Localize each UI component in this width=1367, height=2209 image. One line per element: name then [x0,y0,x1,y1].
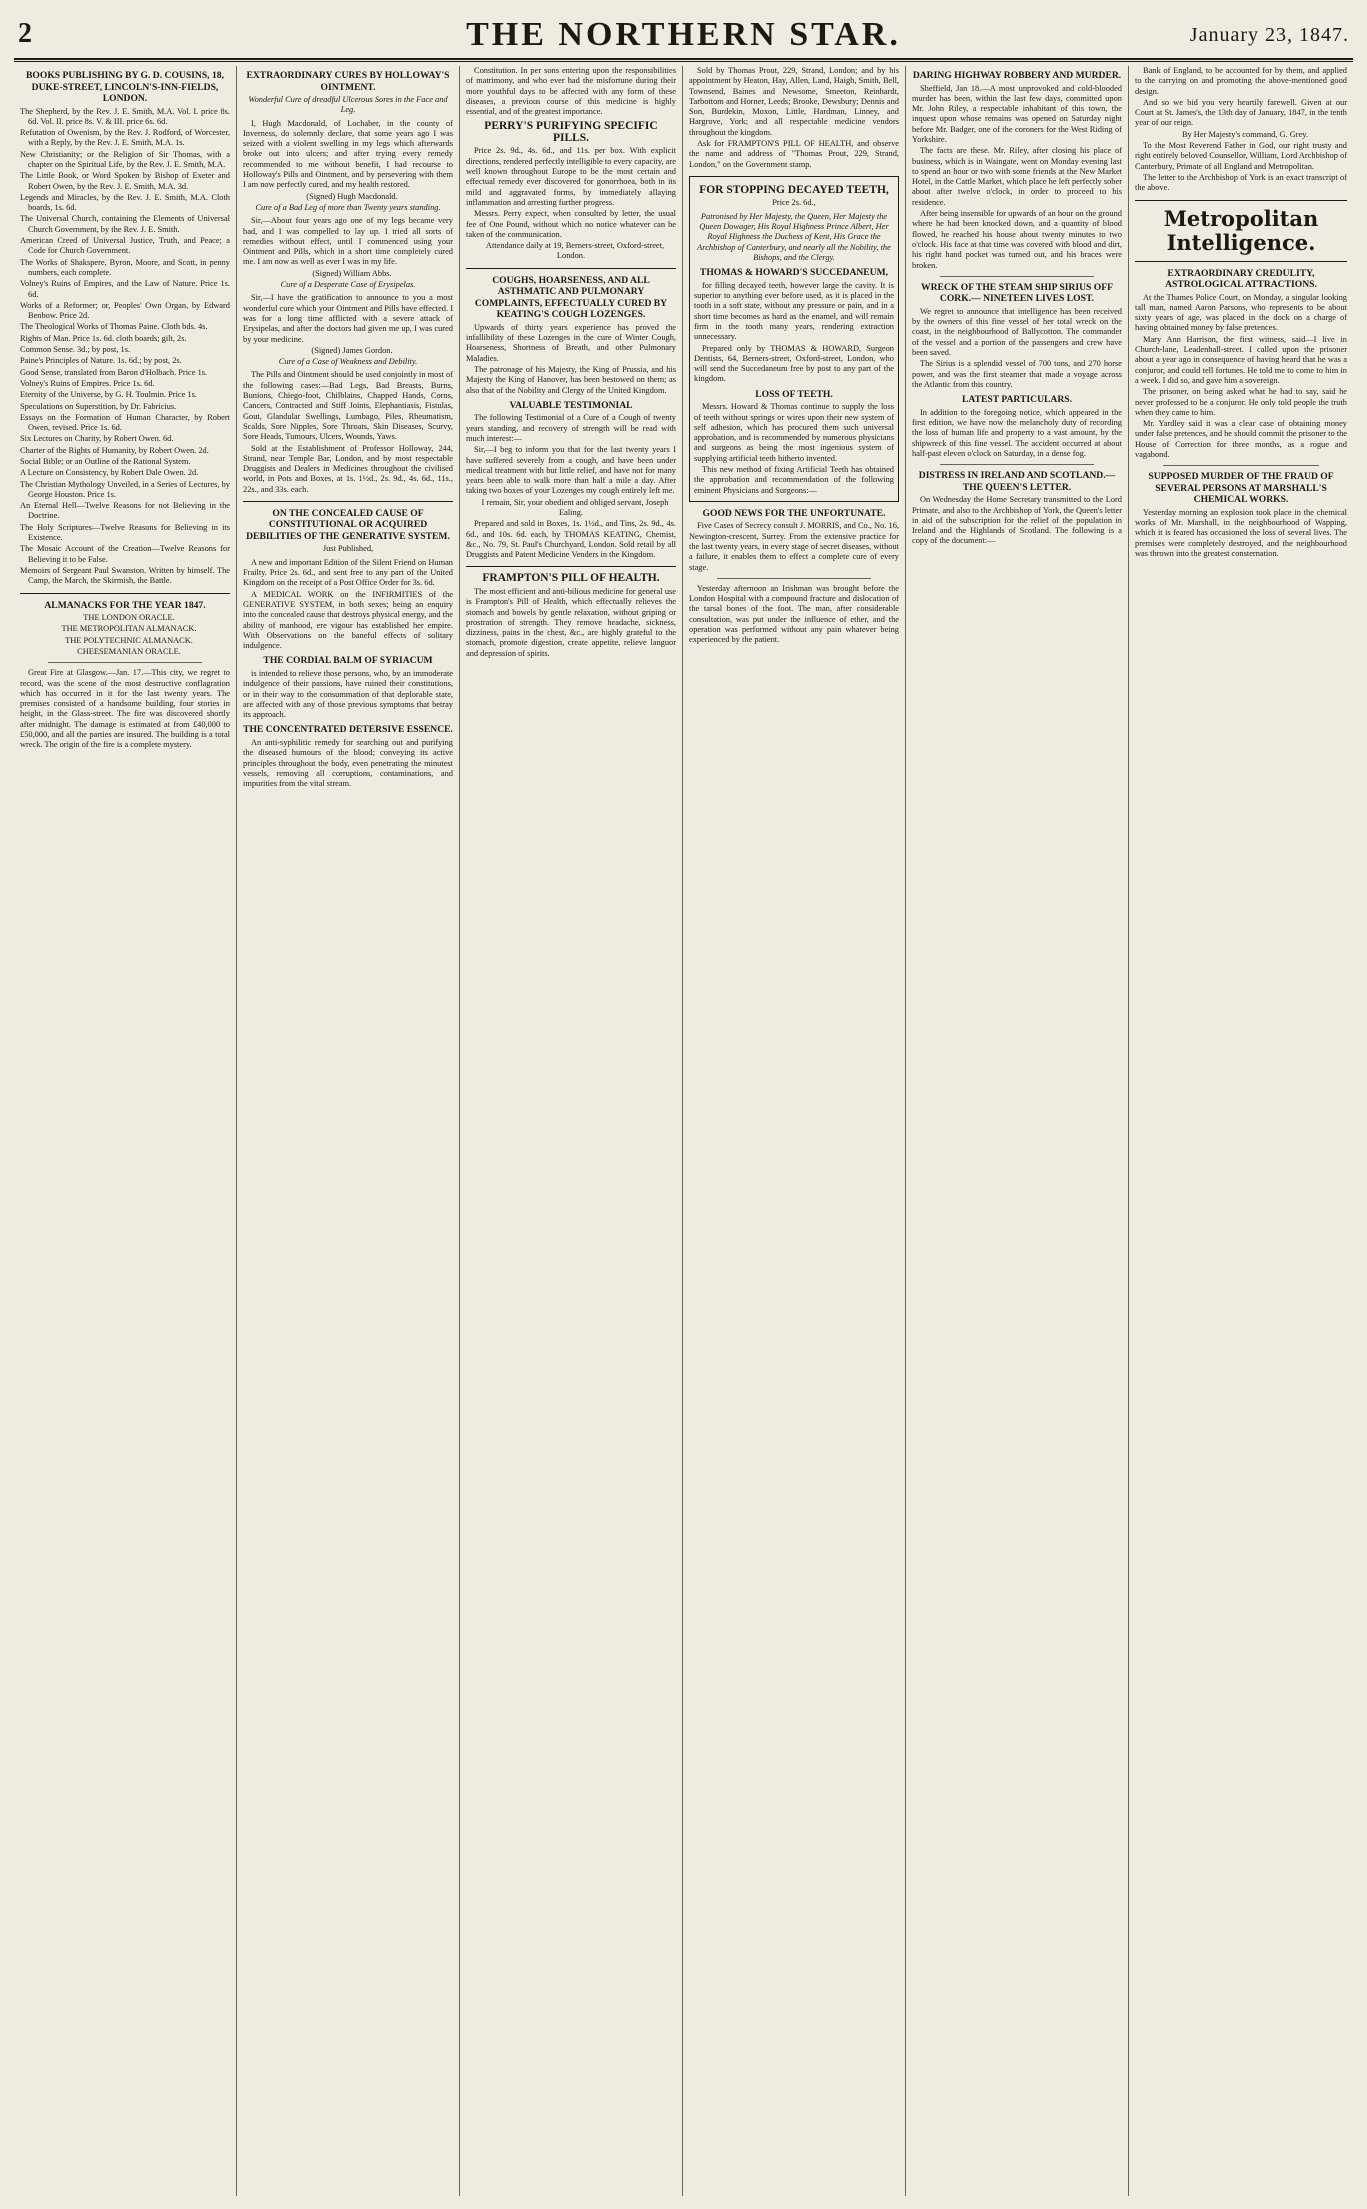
testimonial-subhead: Cure of a Desperate Case of Erysipelas. [280,280,416,290]
debility-heading: ON THE CONCEALED CAUSE OF CONSTITUTIONAL OR ACQUIRED DEBILITIES OF THE GENERATIVE SYSTEM. [246,507,450,542]
succedaneum-address: Prepared only by THOMAS & HOWARD, Surgeon Dentists, 64, Berners-street, Oxford-street, London, who will send the Succedaneum free by post to any part of the kingdom. [694,343,894,384]
divider [1135,261,1347,262]
divider [717,578,871,579]
books-ad-item: Memoirs of Sergeant Paul Swanston. Written by himself. The Camp, the March, the Skirmish, the Battle. [20,565,230,586]
books-ad-item: Volney's Ruins of Empires, and the Law of Nature. Price 1s. 6d. [20,279,230,299]
almanac-item: THE LONDON ORACLE. [83,613,175,623]
books-ad-item: A Lecture on Consistency, by Robert Dale Owen. 2d. [20,468,199,478]
wreck-body: We regret to announce that intelligence has been received by the owners of this fine vessel of her total wreck on the coast, in the neighbourhood of Ballycotton. The commander of the vessel and a portion of the passengers and crew have been saved. [912,306,1122,358]
teeth-heading: FOR STOPPING DECAYED TEETH, [699,183,889,196]
perry-address: Attendance daily at 19, Berners-street, Oxford-street, London. [485,241,665,261]
wreck-body: The Sirius is a splendid vessel of 700 tons, and 270 horse power, and was the first steamer that made a voyage across the Atlantic from this country. [912,359,1122,389]
credulity-body: Mary Ann Harrison, the first witness, said—I live in Church-lane, Leadenhall-street. I called upon the prisoner about a year ago in consequence of having heard that he was a conjuror, and could tell fortunes. He told me to come to him in a week. I did so, and gave him a sovereign. [1135,334,1347,385]
books-ad-item: The Works of Shakspere, Byron, Moore, and Scott, in penny numbers, each complete. [20,257,230,277]
books-ad-item: Social Bible; or an Outline of the Rational System. [20,457,191,466]
perry-pills-heading: PERRY'S PURIFYING SPECIFIC PILLS. [484,120,658,144]
cordial-balm-body: is intended to relieve those persons, who, by an immoderate indulgence of their passions, have ruined their constitutions, or in their way to the consummation of that deplorable state, are affected with any of those previous symptoms that betray its approach. [243,668,453,720]
holloway-notice: Sold at the Establishment of Professor Holloway, 244, Strand, near Temple Bar, London, and by most respectable Druggists and Dealers in Medicines throughout the civilised world, in Pots and Boxes, at 1s. 1½d., 2s. 9d., 4s. 6d., 11s., 22s., and 33s. each. [243,443,453,494]
credulity-body: Mr. Yardley said it was a clear case of obtaining money under false pretences, and he should commit the prisoner to the House of Correction for three months, as a rogue and vagabond. [1135,419,1347,460]
divider [20,593,230,594]
newspaper-title: THE NORTHERN STAR. [466,16,901,53]
divider [466,268,676,269]
distress-heading: DISTRESS IN IRELAND AND SCOTLAND.—THE QUEEN'S LETTER. [918,470,1116,493]
books-ad-item: Volney's Ruins of Empires. Price 1s. 6d. [20,378,155,388]
keating-patronage: The patronage of his Majesty, the King of Prussia, and his Majesty the King of Hanover, has been bestowed on them; as also that of the Nobility and Clergy of the United Kingdom. [466,364,676,395]
testimonial-signature: (Signed) James Gordon. [311,345,393,355]
books-ad-item: The Holy Scriptures—Twelve Reasons for Believing in its Existence. [20,522,230,543]
keating-body: Upwards of thirty years experience has proved the infallibility of these Lozenges in the cure of Winter Cough, Hoarseness, Shortness of Breath, and other Pulmonary Maladies. [466,322,676,363]
silent-friend-notice: A new and important Edition of the Silent Friend on Human Frailty. Price 2s. 6d., and sent free to any part of the United Kingdom on the receipt of a Post Office Order for 3s. 6d. [243,557,453,588]
holloway-heading: EXTRAORDINARY CURES BY HOLLOWAY'S OINTMENT. [246,70,450,93]
testimonial-subhead: Cure of a Bad Leg of more than Twenty years standing. [255,202,441,212]
keating-sale-notice: Prepared and sold in Boxes, 1s. 1½d., and Tins, 2s. 9d., 4s. 6d., and 10s. 6d. each, by THOMAS KEATING, Chemist, &c., No. 79, St. Paul's Churchyard, London. Sold retail by all Druggists and Patent Medicine Venders in the Kingdom. [466,519,676,560]
murder-heading: DARING HIGHWAY ROBBERY AND MURDER. [912,70,1122,81]
masthead [14,10,1353,60]
books-ad-item: Eternity of the Universe, by G. H. Toulmin. Price 1s. [20,390,197,400]
murder-body: The facts are these. Mr. Riley, after closing his place of business, which is in Waingate, went on Monday evening last to spend an hour or two with some friends at the New Market Hotel, in the Cattle Market, which place he left perfectly sober about after twelve o'clock, in order to proceed to his residence. [912,146,1122,207]
medical-work-body: A MEDICAL WORK on the INFIRMITIES of the GENERATIVE SYSTEM, in both sexes; being an enquiry into the concealed cause that destroys physical energy, and the ability of manhood, ere vigour has established her empire. With Observations on the baneful effects of solitary indulgence. [243,589,453,651]
frampton-notice: Ask for FRAMPTON'S PILL OF HEALTH, and observe the name and address of "Thomas Prout, 229, Strand, London," on the Government stamp. [689,139,899,169]
queens-letter-signature: By Her Majesty's command, G. Grey. [1181,129,1309,139]
queens-letter-text: And so we bid you very heartily farewell. Given at our Court at St. James's, the 13th day of January, 1847, in the tenth year of our reign. [1135,97,1347,128]
murder-body: Sheffield, Jan 18.—A most unprovoked and cold-blooded murder has been, within the last few days, committed upon Mr. John Riley, a respectable inhabitant of this town, the inquest upon whose remains was opened on Saturday night before Mr. Badger, one of the coroners for the West Riding of Yorkshire. [912,83,1122,144]
explosion-heading: SUPPOSED MURDER OF THE FRAUD OF SEVERAL PERSONS AT MARSHALL'S CHEMICAL WORKS. [1148,471,1334,506]
column-6 [1129,66,1353,2196]
books-ad-item: Speculations on Superstition, by Dr. Fabricius. [20,401,177,411]
perry-pills-body: Price 2s. 9d., 4s. 6d., and 11s. per box. With explicit directions, rendered perfectly intelligible to every capacity, are well known throughout Europe to be the most certain and effectual remedy ever discovered for gonorrhoea, both in its mild and aggravated forms, by immediately allaying inflammation and arresting further progress. [466,146,676,207]
detersive-essence-body: An anti-syphilitic remedy for searching out and purifying the diseased humours of the blood; conveying its active principles throughout the body, even penetrating the minutest vessels, removing all corruptions, contaminations, and impurities from the vital stream. [243,737,453,789]
divider [1163,465,1319,466]
divider [243,501,453,502]
issue-date: January 23, 1847. [1189,24,1349,46]
loss-of-teeth-approval: This new method of fixing Artificial Teeth has obtained the approbation and recommendation of the following eminent Physicians and Surgeons:— [694,465,894,495]
wreck-details: In addition to the foregoing notice, which appeared in the first edition, we have now the melancholy duty of recording the loss of human life and property to a vast amount, by the shipwreck of this fine vessel. The accident occurred at about half-past eleven o'clock on Saturday, in a dense fog. [912,407,1122,458]
frampton-body: The most efficient and anti-bilious medicine for general use is Frampton's Pill of Health, which effectually relieves the stomach and bowels by gentle relaxation, without griping or prostration of strength. They remove headache, sickness, dizziness, pains in the chest, &c., are highly grateful to the stomach, promote digestion, create appetite, relieve languor and depression of spirits. [466,586,676,658]
credulity-body: At the Thames Police Court, on Monday, a singular looking tall man, named Aaron Parsons, who represents to be about sixty years of age, was placed in the dock on a charge of having obtained money by false pretences. [1135,292,1347,333]
almanac-item: THE POLYTECHNIC ALMANACK. [65,635,193,645]
books-ad-item: The Universal Church, containing the Elements of Universal Church Government, by the Rev. J. E. Smith. [20,214,230,234]
hospital-report: Yesterday afternoon an Irishman was brought before the London Hospital with a compound fracture and dislocation of the tarsal bones of the foot. The man, after considerable consultation, was put under the influence of ether, and the operation was performed without any pain whatever being experienced by the patient. [689,583,899,645]
queens-letter-text: Bank of England, to be accounted for by them, and applied to the carrying on and promoting the above-mentioned good design. [1135,66,1347,96]
books-ad-item: The Christian Mythology Unveiled, in a Series of Lectures, by George Houston. Price 1s. [20,479,230,499]
columns [14,66,1353,2196]
succedaneum-body: for filling decayed teeth, however large the cavity. It is superior to anything ever before used, as it is placed in the tooth in a soft state, without any pressure or pain, and in a short time becomes as hard as the enamel, and will remain firm in the tooth many years, rendering extraction unnecessary. [694,280,894,342]
books-ad-item: Works of a Reformer; or, Peoples' Own Organ, by Edward Benbow. Price 2d. [20,300,230,321]
books-ad-item: Essays on the Formation of Human Character, by Robert Owen, revised. Price 1s. 6d. [20,412,230,433]
almanac-item: CHEESEMANIAN ORACLE. [77,646,181,656]
testimonial-signature: (Signed) Hugh Macdonald. [306,191,398,201]
cordial-balm-heading: THE CORDIAL BALM OF SYRIACUM [263,655,433,667]
perry-fee-notice: Messrs. Perry expect, when consulted by letter, the usual fee of One Pound, without which no notice whatever can be taken of the communication. [466,209,676,239]
testimonial-subhead: Wonderful Cure of dreadful Ulcerous Sores in the Face and Leg. [248,95,448,115]
distress-body: On Wednesday the Home Secretary transmitted to the Lord Primate, and also to the Archbishop of York, the Queen's letter in aid of the subscription for the relief of the population in Ireland and the Highlands of Scotland. The following is a copy of the document:— [912,495,1122,546]
explosion-body: Yesterday morning an explosion took place in the chemical works of Mr. Marshall, in the neighbourhood of Wapping, which it is feared has occasioned the loss of several lives. The premises were completely destroyed, and the neighbourhood was thrown into the greatest consternation. [1135,507,1347,558]
books-ad-item: An Eternal Hell—Twelve Reasons for not Believing in the Doctrine. [20,501,230,521]
books-ad-item: The Mosaic Account of the Creation—Twelve Reasons for Believing it to be False. [20,544,230,564]
murder-body: After being insensible for upwards of an hour on the ground where he had been knocked down, and a quantity of blood flowed, he reached his house about twenty minutes to two o'clock. His face at that time was covered with blood and dirt, his right hand pocket was turned out, and his braces were broken. [912,209,1122,270]
books-ad-item: Rights of Man. Price 1s. 6d. cloth boards; gilt, 2s. [20,333,187,343]
teeth-patrons: Patronised by Her Majesty, the Queen, Her Majesty the Queen Dowager, His Royal Highness Prince Albert, Her Royal Highness the Duchess of Kent, His Grace the Archbishop of Canterbury, and nearly all the Nobility, the Bishops, and the Clergy. [697,211,891,262]
testimonial-heading: VALUABLE TESTIMONIAL [509,399,633,411]
testimonial-subhead: Cure of a Case of Weakness and Debility. [278,357,418,367]
books-ad-item: Good Sense, translated from Baron d'Holbach. Price 1s. [20,367,208,377]
books-ad-item: The Shepherd, by the Rev. J. E. Smith, M.A. Vol. I. price 8s. 6d. Vol. II. price 8s. V. & III. price 6s. 6d. [20,106,230,126]
books-ad-item: Refutation of Owenism, by the Rev. J. Rodford, of Worcester, with a Reply, by the Rev. J. E. Smith, M.A. 1s. [20,128,230,148]
latest-particulars-heading: LATEST PARTICULARS. [961,394,1073,406]
keating-heading: COUGHS, HOARSENESS, AND ALL ASTHMATIC AND PULMONARY COMPLAINTS, EFFECTUALLY CURED BY KEATING'S COUGH LOZENGES. [474,274,668,321]
ailments-list: The Pills and Ointment should be used conjointly in most of the following cases:—Bad Legs, Bad Breasts, Burns, Bunions, Chiego-foot, Chilblains, Chapped Hands, Corns, Cancers, Contracted and Stiff Joints, Elephantiasis, Fistulas, Gout, Glandular Swellings, Lumbago, Piles, Rheumatism, Scalds, Sore Nipples, Sore Throats, Skin Diseases, Scurvy, Sore Heads, Tumours, Ulcers, Wounds, Yaws. [243,370,453,442]
testimonial-body: Sir,—I have the gratification to announce to you a most wonderful cure which your Ointment and Pills have effected. I was for a long time afflicted with a severe attack of Erysipelas, and after the doctors had given me up, I was cured by your medicine. [243,293,453,344]
books-ad-item: Common Sense. 3d.; by post, 1s. [20,345,131,355]
almanac-item: THE METROPOLITAN ALMANACK. [61,624,197,634]
teeth-price: Price 2s. 6d., [772,198,816,208]
divider [48,662,202,663]
books-ad-item: Legends and Miracles, by the Rev. J. E. Smith, M.A. Cloth boards, 1s. 6d. [20,192,230,213]
good-news-heading: GOOD NEWS FOR THE UNFORTUNATE. [702,507,886,519]
testimonial-letter: Sir,—I beg to inform you that for the last twenty years I have suffered severely from a cough, and have been under medical treatment with but little relief, and have not for many years been able to walk more than half a mile a day. After taking two boxes of your Lozenges my cough entirely left me. [466,445,676,496]
masthead-rule [14,61,1353,62]
queens-letter-note: The letter to the Archbishop of York is an exact transcript of the above. [1135,172,1347,193]
column-5 [906,66,1129,2196]
wreck-heading: WRECK OF THE STEAM SHIP SIRIUS OFF CORK.— NINETEEN LIVES LOST. [921,281,1113,305]
divider [940,464,1094,465]
books-ad-item: Paine's Principles of Nature. 1s. 6d.; by post, 2s. [20,356,182,366]
testimonial-body: I, Hugh Macdonald, of Lochaber, in the county of Inverness, do solemnly declare, that some years ago I was seized with a violent swelling in my legs which afterwards broke out into ulcers; and after trying every remedy recommended to me without benefit, I had recourse to Holloway's Pills and Ointment, and by persevering with them I am now perfectly cured, and my health restored. [243,118,453,190]
credulity-body: The prisoner, on being asked what he had to say, said he never professed to be a conjuror. He only told people the truth when they came to him. [1135,387,1347,417]
almanac-heading: ALMANACKS FOR THE YEAR 1847. [44,599,206,611]
testimonial-signature: I remain, Sir, your obedient and obliged servant, Joseph Ealing. [481,497,669,517]
testimonial-signature: (Signed) William Abbs. [312,268,392,278]
books-ad-item: The Theological Works of Thomas Paine. Cloth bds. 4s. [20,322,208,332]
column-4 [683,66,906,2196]
books-ad-item: Six Lectures on Charity, by Robert Owen. 6d. [20,434,174,444]
divider [466,566,676,567]
page-number: 2 [18,18,32,49]
loss-of-teeth-heading: LOSS OF TEETH. [755,388,833,400]
books-ad-item: New Christianity; or the Religion of Sir Thomas, with a chapter on the Spiritual Life, by the Rev. J. E. Smith, M.A. [20,149,230,169]
column-2 [237,66,460,2196]
testimonial-body: Sir,—About four years ago one of my legs became very bad, and I was compelled to lay up. I tried all sorts of remedies without effect, until I commenced using your Ointment and Pills, which in a short time completely cured me. I am now as well as ever I was in my life. [243,216,453,267]
frampton-vendors: Sold by Thomas Prout, 229, Strand, London; and by his appointment by Heaton, Hay, Allen, Land, Haigh, Smith, Bell, Townsend, Baines and Newsome, Smeeton, Reinhardt, Tarbottom and Horner, Leeds; Brooke, Dewsbury; Dennis and Son, Burdekin, Moxon, Little, Hardman, Linney, and Hargrove, York; and all respectable medicine vendors throughout the kingdom. [689,66,899,137]
divider [940,276,1094,277]
testimonial-intro: The following Testimonial of a Cure of a Cough of twenty years standing, and recovery of strength will be read with much interest:— [466,413,676,443]
detersive-essence-heading: THE CONCENTRATED DETERSIVE ESSENCE. [243,724,453,736]
books-ad-item: Charter of the Rights of Humanity, by Robert Owen. 2d. [20,445,209,455]
column-1 [14,66,237,2196]
books-ad-list [20,107,230,587]
credulity-heading: EXTRAORDINARY CREDULITY, ASTROLOGICAL ATTRACTIONS. [1165,267,1317,291]
queens-letter-address: To the Most Reverend Father in God, our right trusty and right entirely beloved Counsellor, William, Lord Archbishop of Canterbury, Primate of all England and Metropolitan. [1135,141,1347,171]
frampton-heading: FRAMPTON'S PILL OF HEALTH. [482,572,660,585]
continued-text: Constitution. In per sons entering upon the responsibilities of matrimony, and who ever had the misfortune during their more youthful days to be affected with any form of these diseases, a previous course of this medicine is highly essential, and of the greatest importance. [466,66,676,117]
books-ad-heading: BOOKS PUBLISHING BY G. D. COUSINS, 18, DUKE-STREET, LINCOLN'S-INN-FIELDS, LONDON. [26,70,224,104]
divider [1135,200,1347,201]
teeth-ad-box [689,176,899,502]
succedaneum-heading: THOMAS & HOWARD'S SUCCEDANEUM, [699,267,889,279]
books-ad-item: American Creed of Universal Justice, Truth, and Peace; a Code for Church Government. [20,236,230,256]
loss-of-teeth-body: Messrs. Howard & Thomas continue to supply the loss of teeth without springs or wires upon their new system of self adhesion, which has procured them such universal approbation, and is recommended by numerous physicians and surgeons as being the most ingenious system of supplying artificial teeth hitherto invented. [694,402,894,463]
good-news-body: Five Cases of Secrecy consult J. MORRIS, and Co., No. 16, Newington-crescent, Surrey. From the extensive practice for the last twenty years, in every stage of secret diseases, without a failure, it enables them to effect a complete cure of every stage. [689,521,899,572]
section-title: Metropolitan Intelligence. [1163,205,1319,255]
column-3 [460,66,683,2196]
books-ad-item: The Little Book, or Word Spoken by Bishop of Exeter and Robert Owen, by the Rev. J. E. Smith, M.A. 3d. [20,171,230,191]
just-published: Just Published, [322,544,374,554]
news-glasgow-fire: Great Fire at Glasgow.—Jan. 17.—This city, we regret to record, was the scene of the most destructive conflagration which has occurred in it for the last twenty years. The premises consisted of a handsome building, four stories in height, in the Glass-street. The fire was discovered shortly after midnight. The damage is estimated at from £40,000 to £50,000, and all the parties are insured. The building is a total wreck. The origin of the fire is a complete mystery. [20,668,230,750]
